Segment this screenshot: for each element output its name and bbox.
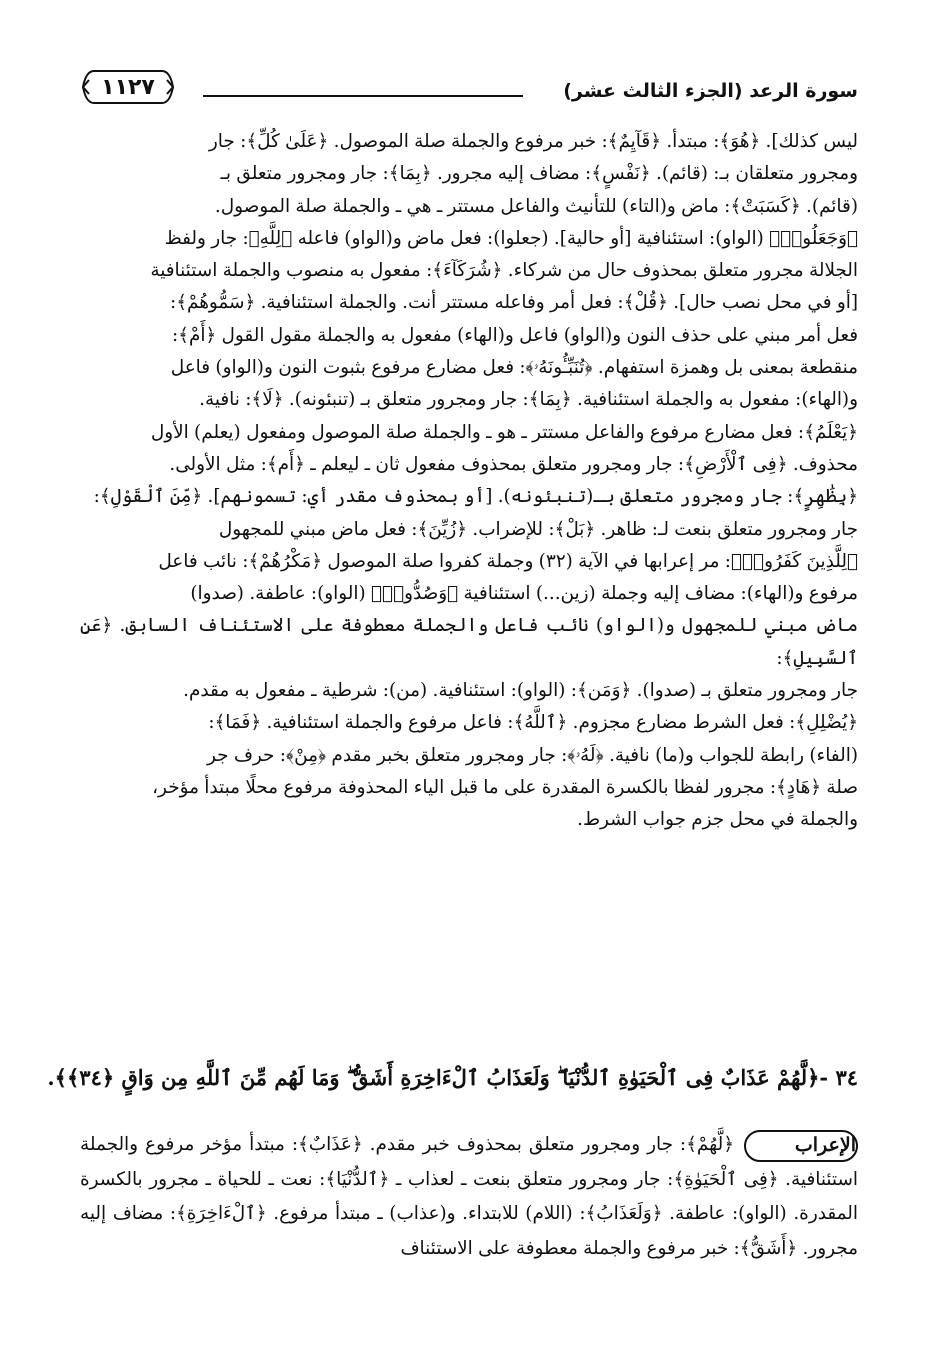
page-header [78, 62, 858, 112]
text-line: (الفاء) رابطة للجواب و(ما) نافية. ﴿لَهُۥ﴾: جار ومجرور متعلق بخبر مقدم ﴿مِنْ﴾: حرف جر [206, 744, 858, 766]
text-line: ليس كذلك]. ﴿هُوَ﴾: مبتدأ. ﴿قَآيِمٌ﴾: خبر مرفوع والجملة صلة الموصول. ﴿عَلَىٰ كُلِّ﴾: جار [208, 131, 858, 152]
text-line: جار ومجرور متعلق بـ (صدوا). ﴿وَمَن﴾: (الواو): استئنافية. (من): شرطية ـ مفعول به مقدم. [183, 680, 858, 702]
page-number-label: ١١٢٧ [101, 74, 155, 100]
text-line: الجلالة مجرور متعلق بمحذوف حال من شركاء. ﴿شُرَكَآءَ﴾: مفعول به منصوب والجملة استئنافية [150, 260, 858, 282]
text-line: ﴿يَعْلَمُ﴾: فعل مضارع مرفوع والفاعل مستتر ـ هو ـ والجملة صلة الموصول ومفعول (يعلم) الأول [150, 421, 858, 443]
text-line: ﴿بِظَٰهِرٍ﴾: جار ومجرور متعلق بـ(تنبئونه). [أو بمحذوف مقدر أي: تسمونهم]. ﴿مِّنَ ٱلْقَوْلِ﴾: [93, 486, 858, 508]
text-line: ماض مبني للمجهول و(الواو) نائب فاعل والجملة معطوفة على الاستئناف السابق. ﴿عَنِ ٱلسَّبِيلِ﴾: [80, 615, 858, 669]
text-line: والجملة في محل جزم جواب الشرط. [577, 809, 858, 831]
text-line: منقطعة بمعنى بل وهمزة استفهام. ﴿تُنَبِّـُٔونَهُۥ﴾: فعل مضارع مرفوع بثبوت النون و(الواو) فاعل [170, 357, 858, 379]
text-line: [أو في محل نصب حال]. ﴿قُلْ﴾: فعل أمر وفاعله مستتر أنت. والجملة استئنافية. ﴿سَمُّوهُمْ﴾: [170, 292, 858, 314]
text-line: فعل أمر مبني على حذف النون و(الواو) فاعل و(الهاء) مفعول به والجملة مقول القول ﴿أَمْ﴾: [171, 324, 858, 346]
text-line: ﴿وَجَعَلُوا۟﴾ (الواو): استئنافية [أو حالية]. (جعلوا): فعل ماض و(الواو) فاعله ﴿لِلَّهِ﴾: جار ولفظ [164, 227, 858, 249]
irab-badge: الإعراب [744, 1130, 858, 1162]
text-line: ﴿لِلَّذِينَ كَفَرُوا۟﴾: مر إعرابها في الآية (٣٢) وجملة كفروا صلة الموصول ﴿مَكْرُهُمْ﴾: نائب فاعل [158, 550, 858, 572]
text-line: مرفوع و(الهاء): مضاف إليه وجملة (زين...) استئنافية ﴿وَصُدُّوا۟﴾ (الواو): عاطفة. (صدوا) [190, 583, 858, 605]
text-line: ﴿يُضْلِلِ﴾: فعل الشرط مضارع مجزوم. ﴿ٱللَّهُ﴾: فاعل مرفوع والجملة استئنافية. ﴿فَمَا﴾: [208, 712, 858, 734]
text-line: صلة ﴿هَادٍ﴾: مجرور لفظا بالكسرة المقدرة على ما قبل الياء المحذوفة مرفوع محلًا مبتدأ مؤخر، [152, 776, 858, 798]
quran-verse: ٣٤ -﴿لَّهُمْ عَذَابٌ فِى ٱلْحَيَوٰةِ ٱلدُّنْيَا ۖ وَلَعَذَابُ ٱلْءَاخِرَةِ أَشَقُّ ۖ وَمَا لَهُم مِّنَ ٱللَّهِ مِن وَاقٍ ﴿٣٤﴾﴾. [47, 1065, 858, 1090]
text-line: (قائم). ﴿كَسَبَتْ﴾: ماض و(التاء) للتأنيث والفاعل مستتر ـ هي ـ والجملة صلة الموصول. [214, 195, 858, 217]
text-line: محذوف. ﴿فِى ٱلْأَرْضِ﴾: جار ومجرور متعلق بمحذوف مفعول ثان ـ ليعلم ـ ﴿أَم﴾: مثل الأولى. [169, 453, 858, 475]
text-line: و(الهاء): مفعول به والجملة استئنافية. ﴿بِمَا﴾: جار ومجرور متعلق بـ (تنبئونه). ﴿لَا﴾: نافية. [199, 389, 858, 411]
text-line: ومجرور متعلقان بـ: (قائم). ﴿نَفْسٍ﴾: مضاف إليه مجرور. ﴿بِمَا﴾: جار ومجرور متعلق بـ [220, 163, 858, 185]
irab-text: ﴿لَّهُمْ﴾: جار ومجرور متعلق بمحذوف خبر مقدم. ﴿عَذَابٌ﴾: مبتدأ مؤخر مرفوع والجملة استئنافية. ﴿فِى ٱلْحَيَوٰةِ﴾: جار ومجرور متعلق بنعت ـ لعذاب ـ ﴿ٱلدُّنْيَا﴾: نعت ـ للحياة ـ مجرور بالكسرة المقدرة. (الواو): عاطفة. ﴿وَلَعَذَابُ﴾: (اللام) للابتداء. و(عذاب) ـ مبتدأ مرفوع. ﴿ٱلْءَاخِرَةِ﴾: مضاف إليه مجرور. ﴿أَشَقُّ﴾: خبر مرفوع والجملة معطوفة على الاستئناف [80, 1134, 858, 1259]
header-divider [203, 95, 523, 97]
page-number [80, 68, 176, 106]
irab-section [80, 1128, 858, 1266]
commentary-text [80, 126, 858, 837]
surah-title: سورة الرعد (الجزء الثالث عشر) [563, 80, 858, 102]
text-line: جار ومجرور متعلق بنعت لـ: ظاهر. ﴿بَلْ﴾: للإضراب. ﴿زُيِّنَ﴾: فعل ماض مبني للمجهول [218, 518, 858, 540]
